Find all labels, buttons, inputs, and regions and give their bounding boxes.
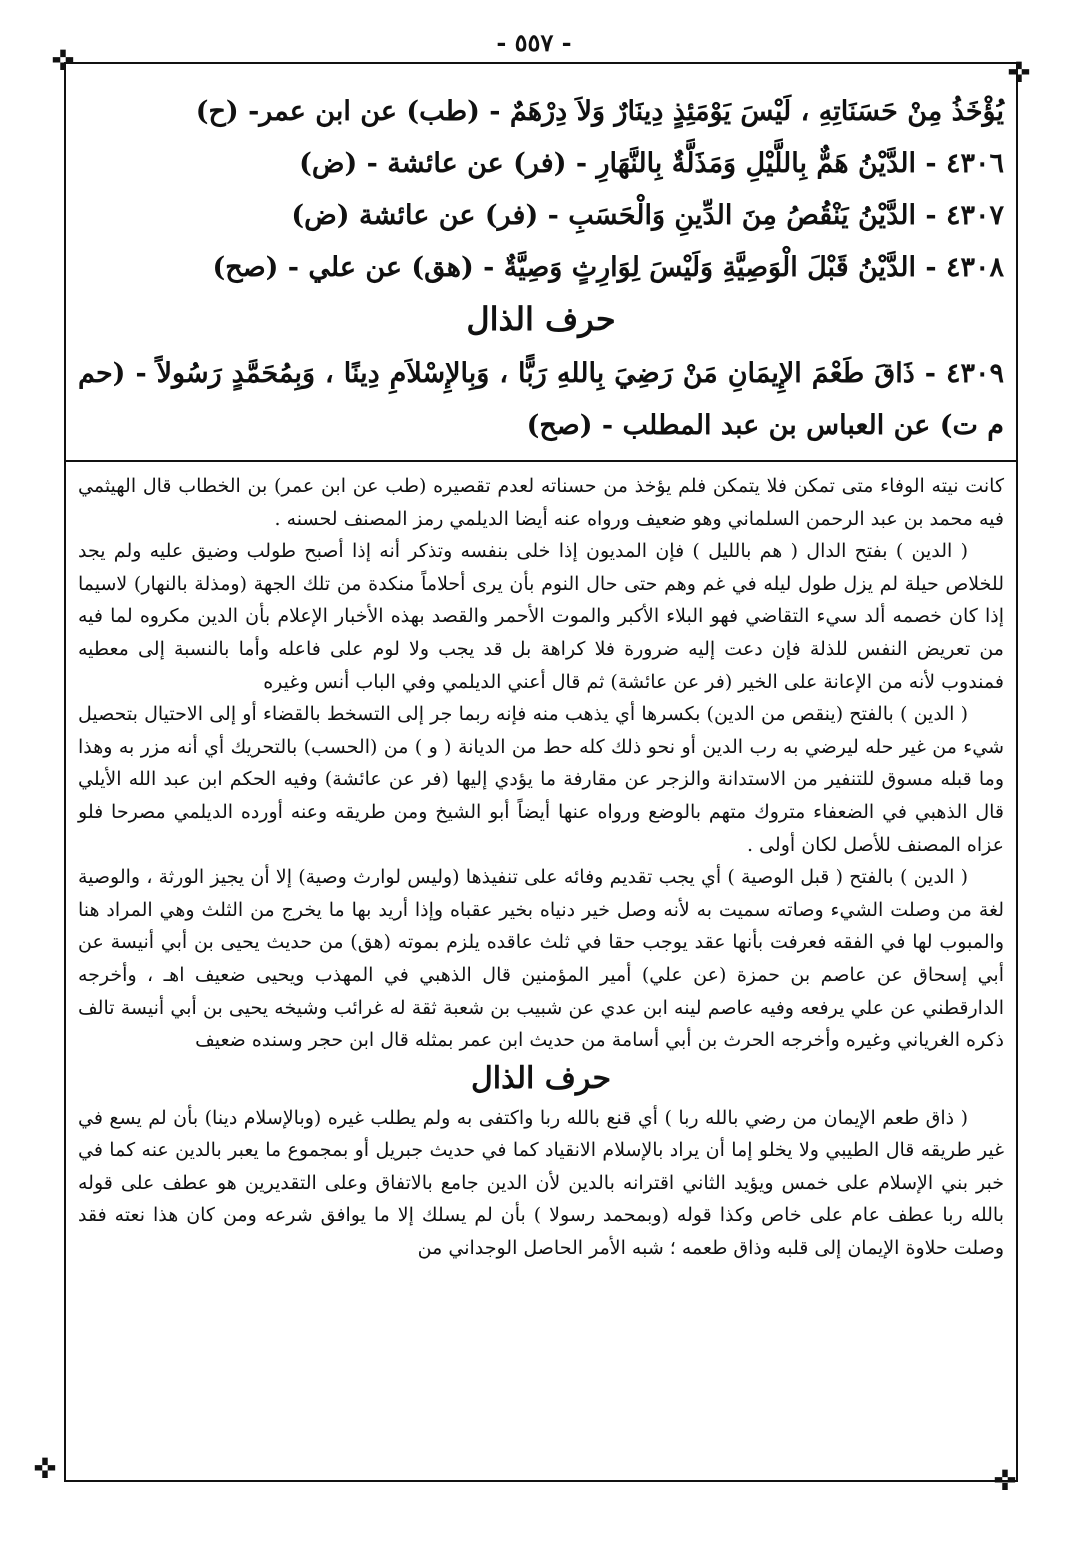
hadith-4306: ٤٣٠٦ - الدَّيْنُ هَمٌّ بِاللَّيْلِ وَمَذَلَّةٌ بِالنَّهَارِ - (فر) عن عائشة - (ض): [299, 148, 1004, 179]
commentary-paragraph: ( ذاق طعم الإيمان من رضي بالله ربا ) أي قنع بالله ربا واكتفى به ولم يطلب غيره (وبالإسلام دينا) بأن لم يسع في غير طريقه قال الطيبي ولا يخلو إما أن يراد بالإسلام الانقياد كما في حديث جبريل أو بمجموع ما يعبر بالدين عنه كما في خبر بني الإسلام على خمس ويؤيد الثاني اقترانه بالدين لأن الدين جامع بالاتفاق وعلى التقديرين هو عطف على قوله بالله ربا عطف عام على خاص وكذا قوله (وبمحمد رسولا ) بأن لم يسلك إلا ما يوافق شرعه ومن كان هذا نعته فقد وصلت حلاوة الإيمان إلى قلبه وذاق طعمه ؛ شبه الأمر الحاصل الوجداني من: [78, 1106, 1004, 1260]
commentary-divider: [64, 460, 1018, 462]
corner-ornament-icon: ✜: [33, 1452, 57, 1485]
page-content: [78, 86, 1004, 1265]
commentary-paragraph: ( الدين ) بفتح الدال ( هم بالليل ) فإن المديون إذا خلى بنفسه وتذكر أنه إذا أصبح طولب وضيق عليه ولم يجد للخلاص حيلة لم يزل طول ليله في غم وهم حتى حال النوم بأن يرى أحلاماً منكدة من تلك الجهة (ومذلة بالنهار) لاسيما إذا كان خصمه ألد سيء التقاضي فهو البلاء الأكبر والموت الأحمر والقصد بهذه الأخبار الإعلام بأن الدين مكروه لما فيه من تعريض النفس للذلة فإن دعت إليه ضرورة فلا كراهة بل قد يجب ولا لوم على فاعله وأما بالنسبة إلى معطيه فمندوب لأنه من الإعانة على الخير (فر عن عائشة) ثم قال أعني الديلمي وفي الباب أنس وغيره: [78, 540, 1004, 693]
commentary-paragraph: ( الدين ) بالفتح ( قبل الوصية ) أي يجب تقديم وفائه على تنفيذها (وليس لوارث وصية) إلا أن يجيز الورثة ، والوصية لغة من وصلت الشيء وصاته سميت به لأنه وصل خير دنياه بخير عقباه وإذا أريد بها ما يخرج من الثلث وهي المراد هنا والمبوب لها في الفقه فعرفت بأنها عقد يوجب حقا في ثلث عاقده يلزم بموته (هق) من حديث يحيى بن أبي أنيسة عن أبي إسحاق عن عاصم بن حمزة (عن علي) أمير المؤمنين قال الذهبي في المهذب ويحيى ضعيف اهـ ، وأخرجه الدارقطني عن علي يرفعه وفيه عاصم لينه ابن عدي عن شبيب بن شعبة ثقة له غرائب وشيخه يحيى بن أبي أنيسة تالف ذكره الغرياني وغيره وأخرجه الحرث بن أبي أسامة من حديث ابن عمر بمثله قال ابن حجر وسنده ضعيف: [78, 866, 1004, 1052]
section-title: حرف الذال: [466, 300, 616, 338]
commentary-paragraph: كانت نيته الوفاء متى تمكن فلا يتمكن فلم يؤخذ من حسناته لعدم تقصيره (طب عن ابن عمر) بن الخطاب قال الهيثمي فيه محمد بن عبد الرحمن السلماني وهو ضعيف ورواه عنه أيضا الديلمي رمز المصنف لحسنه .: [78, 475, 1004, 530]
section-title-commentary: حرف الذال: [471, 1060, 611, 1096]
corner-ornament-icon: ✜: [51, 44, 75, 77]
page-number: - ٥٥٧ -: [496, 28, 572, 57]
corner-ornament-icon: ✜: [993, 1464, 1017, 1497]
commentary-paragraph: ( الدين ) بالفتح (ينقص من الدين) بكسرها أي يذهب منه فإنه ربما جر إلى التسخط بالقضاء أو إلى الاحتيال بتحصيل شيء من غير حله ليرضي به رب الدين أو نحو ذلك كله حط من الديانة ( و ) من (الحسب) بالتحريك أي أنه مزر به وهذا وما قبله مسوق للتنفير من الاستدانة والزجر عن مقارفة ما يؤدي إليها (فر عن عائشة) وفيه الحكم ابن عبد الله الأيلي قال الذهبي في الضعفاء متروك متهم بالوضع ورواه عنها أيضاً أبو الشيخ ومن طريقه وعنه أورده الديلمي مصرحا فلو عزاه المصنف للأصل لكان أولى .: [78, 703, 1004, 856]
hadith-4309: ٤٣٠٩ - ذَاقَ طَعْمَ الإِيمَانِ مَنْ رَضِيَ بِاللهِ رَبًّا ، وَبِالإِسْلاَمِ دِينًا ، وَبِمُحَمَّدٍ رَسُولاً - (حم م ت) عن العباس بن عبد المطلب - (صح): [78, 358, 1004, 441]
hadith-4307: ٤٣٠٧ - الدَّيْنُ يَنْقُصُ مِنَ الدِّينِ وَالْحَسَبِ - (فر) عن عائشة (ض): [291, 200, 1004, 231]
hadith-line: يُؤْخَذُ مِنْ حَسَنَاتِهِ ، لَيْسَ يَوْمَئِذٍ دِينَارٌ وَلاَ دِرْهَمٌ - (طب) عن ابن عمر- (ح): [195, 96, 1004, 127]
hadith-4308: ٤٣٠٨ - الدَّيْنُ قَبْلَ الْوَصِيَّةِ وَلَيْسَ لِوَارِثٍ وَصِيَّةٌ - (هق) عن علي - (صح): [212, 252, 1004, 283]
corner-ornament-icon: ✜: [1007, 56, 1031, 89]
